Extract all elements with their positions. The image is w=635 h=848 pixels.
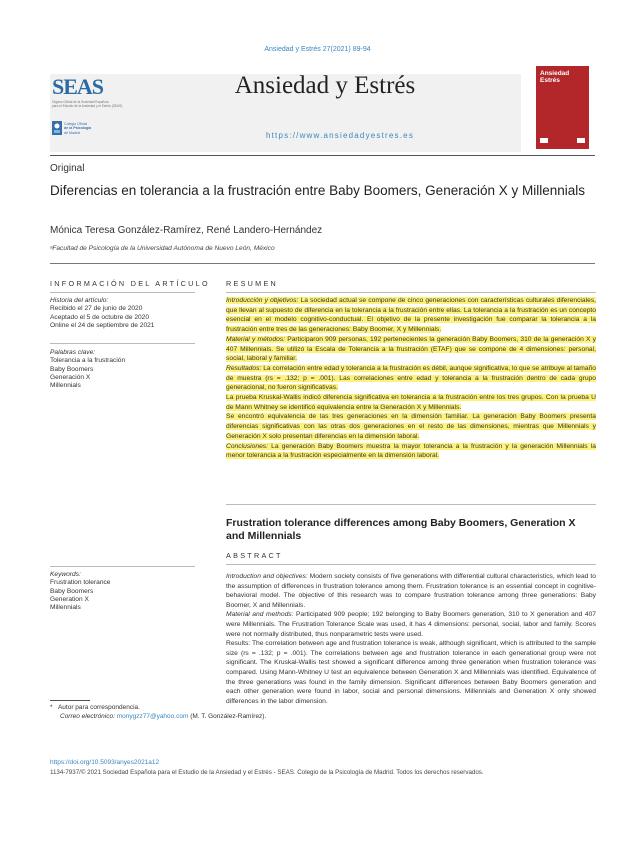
copyright: 1134-7937/© 2021 Sociedad Española para el Estudio de la Ansiedad y el Estrés - SEAS. Colegio de la Psicología de Madrid. Todos los derechos reservados.	[50, 769, 484, 776]
seas-logo	[50, 74, 130, 144]
accepted-date: Aceptado el 5 de octubre de 2020	[50, 313, 149, 321]
english-title: Frustration tolerance differences among Baby Boomers, Generation X and Millennials	[226, 517, 576, 542]
keyword-item: Millennials	[50, 382, 81, 390]
footnote-marker: *	[50, 704, 53, 711]
en-keywords-label: Keywords:	[50, 571, 81, 578]
en-intro-text: Modern society consists of five generations with differential cultural characteristics, which lead to the assumption of differences in frustration tolerance among them. Frustration tolerance is an essential concept in cognitive-behavioral model. The objective of this research was to compare frustration tolerance among three generations: Baby Boomer, X and Millennials.	[226, 573, 597, 609]
title-divider	[50, 263, 595, 264]
footnote	[50, 704, 266, 721]
en-keyword-item: Frustration tolerance	[50, 579, 111, 587]
resumen-divider	[226, 292, 596, 293]
methods-text: Participaron 909 personas, 192 pertenecientes la generación Baby Boomers, 310 de la generación X y 407 Millennials. Se utilizó la Escala de Tolerancia a la frustración (ETAF) que se compone de 4 dimensiones: personal, social, laboral y familiar.	[226, 335, 597, 363]
conclusions-text: La generación Baby Boomers muestra la mayor tolerancia a la frustración y la generación Millennials la menor tolerancia a la frustración especialmente en la dimensión laboral.	[226, 442, 597, 460]
seas-logo-line-1: Organo Oficial de la Sociedad Española	[52, 100, 109, 104]
journal-title: Ansiedad y Estrés	[234, 72, 416, 99]
intro-label: Introducción y objetivos:	[226, 297, 299, 304]
keywords-divider	[50, 343, 195, 344]
email-label: Correo electrónico:	[60, 712, 115, 720]
section-label: Original	[50, 163, 85, 174]
en-intro-label: Introduction and objectives:	[226, 573, 308, 580]
keywords-en	[50, 571, 210, 612]
footnote-divider	[50, 700, 90, 701]
resumen-heading: RESUMEN	[226, 279, 279, 288]
affiliation: ᵃFacultad de Psicología de la Universidad Autónoma de Nuevo León, México	[50, 245, 275, 252]
doi-link[interactable]: https://doi.org/10.5093/anyes2021a12	[50, 759, 160, 766]
resumen-body	[226, 296, 596, 461]
en-keywords-divider	[50, 566, 195, 567]
journal-url-link[interactable]: https://www.ansiedadyestres.es	[265, 131, 415, 140]
journal-cover-image	[536, 66, 589, 149]
received-date: Recibido el 27 de junio de 2020	[50, 305, 143, 313]
keyword-item: Baby Boomers	[50, 365, 94, 373]
seas-logo-name: SEAS	[52, 74, 104, 99]
header-divider	[50, 155, 595, 156]
kruskal-text: La prueba Kruskal-Wallis indicó diferencia significativa en tolerancia a la frustración entre los tres grupos. Con la prueba U de Mann Whitney se identificó equivalencia entre la Generación X y Millennials.	[226, 394, 596, 411]
en-methods-text: Participated 909 people; 192 belonging to Baby Boomers generation, 310 to X generation and 407 were Millennials. The Frustration Tolerance Scale was used, it has 4 dimensions: personal, social, labor and family. Scores were not normally distributed, thus nonparametric tests were used.	[226, 611, 597, 638]
paper-title: Diferencias en tolerancia a la frustración entre Baby Boomers, Generación X y Millennials	[50, 183, 586, 198]
en-keyword-item: Generation X	[50, 595, 89, 603]
email-owner: (M. T. González-Ramírez).	[190, 712, 267, 720]
en-keyword-item: Millennials	[50, 604, 81, 612]
seas-logo-line-2: para el Estudio de la Ansiedad y el Estrés (SEAS)	[52, 104, 123, 108]
copc-emblem-icon	[52, 121, 62, 135]
abstract-divider	[226, 564, 596, 565]
en-results-text: Results: The correlation between age and frustration tolerance is weak, although significant, which is attributed to the sample size (rs = .132; p = .001). The correlations between age and frustration tolerance in each generational group were not significant. The Kruskal-Wallis test showed a significant difference among three generation when frustration tolerance was compared. Using Mann-Whitney U test an equivalence between Generation X and Millennials was identified. Equivalence of the three generations was found in the family dimension. Significant differences between Baby Boomers generation and each other generation were found in labor, social and personal dimensions. Millennials and Generation X only showed differences in the labor dimension.	[226, 640, 596, 705]
methods-label: Material y métodos:	[226, 335, 286, 343]
copc-text	[64, 122, 91, 135]
cover-title: Ansiedad Estrés	[540, 70, 570, 84]
en-keyword-item: Baby Boomers	[50, 587, 94, 595]
results-text: La correlación entre edad y tolerancia a la frustración es débil, aunque significativa, lo que se atribuye al tamaño de muestra (rs = .132; p = .001). Las correlaciones entre edad y tolerancia a la frustración dentro de cada grupo generacional, no fueron significativas.	[226, 364, 597, 392]
results-label: Resultados:	[226, 364, 262, 372]
keyword-item: Generación X	[50, 373, 91, 381]
equivalence-text: Se encontró equivalencia de las tres generaciones en la dimensión familiar. La generación Baby Boomers presenta diferencias significativas con las otras dos generaciones en el resto de las dimensiones, mientras que Millennials y Generación X solo presentan diferencias en la dimensión laboral.	[226, 413, 596, 440]
cover-logo-icon	[540, 138, 548, 143]
keywords-es	[50, 349, 210, 390]
article-info-heading: INFORMACIÓN DEL ARTÍCULO	[50, 279, 210, 288]
conclusions-label: Conclusiones:	[226, 442, 269, 450]
cover-logo-icon	[577, 138, 585, 143]
email-link[interactable]: monygzz77@yahoo.com	[116, 712, 189, 720]
online-date: Online el 24 de septiembre de 2021	[50, 321, 155, 329]
intro-text: La sociedad actual se compone de cinco generaciones con características culturales diferenciales, que llevan al supuesto de diferencia en la tolerancia a la frustración entre ellas. La tolerancia a la frustración es un concepto esencial en el modelo cognitivo-conductual. El objetivo de la presente investigación fue comparar la tolerancia a la frustración entre tres de las generaciones: Baby Boomer, X y Millennials.	[226, 297, 597, 334]
authors: Mónica Teresa González-Ramírez, René Landero-Hernández	[50, 225, 323, 236]
copc-line-3: de Madrid	[64, 130, 80, 135]
copc-line-1: Colegio Oficial	[64, 122, 88, 126]
keywords-label: Palabras clave:	[50, 349, 96, 356]
keyword-item: Tolerancia a la frustración	[50, 357, 126, 365]
journal-reference: Ansiedad y Estrés 27(2021) 89-94	[264, 46, 371, 53]
history-label: Historia del artículo:	[50, 297, 109, 304]
article-history	[50, 297, 210, 330]
resumen-end-divider	[226, 504, 596, 505]
abstract-heading: ABSTRACT	[226, 551, 283, 560]
abstract-body	[226, 572, 596, 706]
article-info-divider	[50, 292, 195, 293]
corresponding-author: Autor para correspondencia.	[57, 704, 140, 711]
en-methods-label: Material and methods:	[226, 611, 294, 619]
copc-line-2: de la Psicología	[64, 126, 92, 131]
